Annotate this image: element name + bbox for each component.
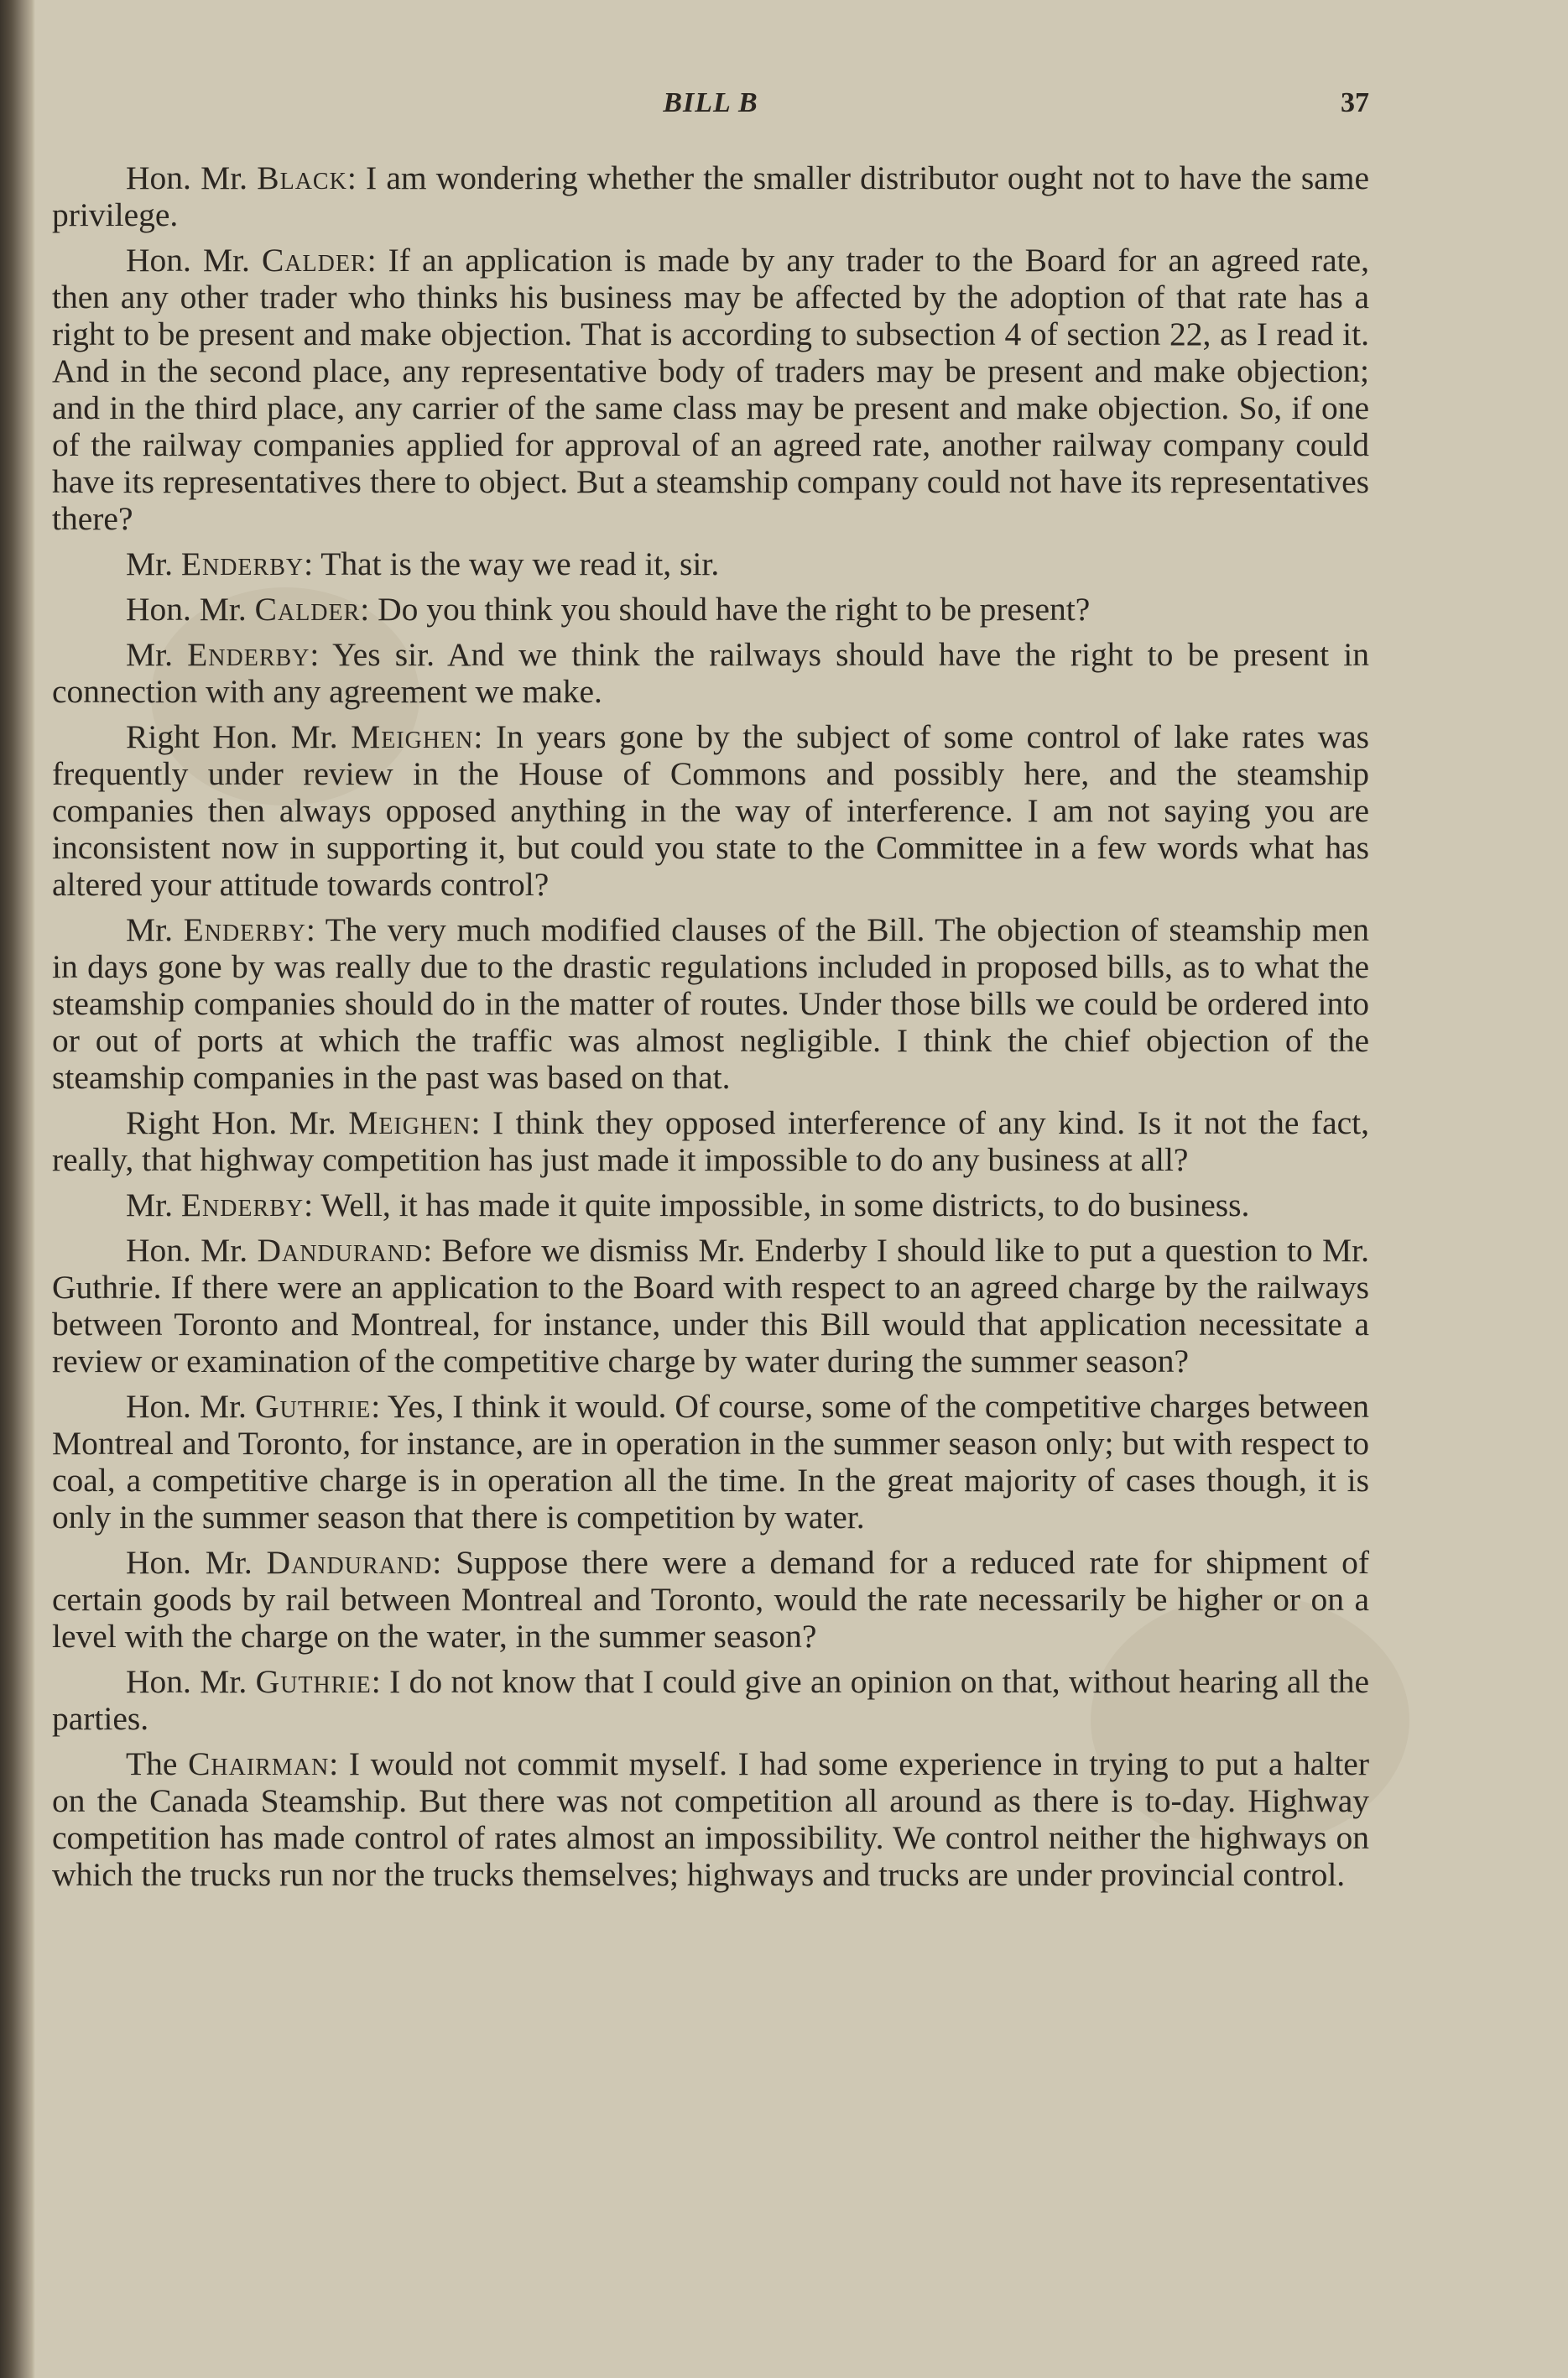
transcript-paragraph xyxy=(52,1388,1369,1536)
speech-text: : The very much modified clauses of the Bill. The objection of steamship men in days gone by was really due to the drastic regulations included in proposed bills, as to what the steamship companies should do in the matter of routes. Under those bills we could be ordered into or out of ports at which the traffic was almost negligible. I think the chief objection of the steamship companies in the past was based on that. xyxy=(52,911,1369,1096)
speech-text: : Do you think you should have the right to be present? xyxy=(360,591,1091,628)
speech-text: : In years gone by the subject of some control of lake rates was frequently under review in the House of Commons and possibly here, and the steamship companies then always opposed anything in the way of interference. I am not saying you are inconsistent now in supporting it, but could you state to the Committee in a few words what has altered your attitude towards control? xyxy=(52,718,1369,903)
speaker-title: Hon. Mr. xyxy=(126,591,255,628)
speaker-name: Dandurand xyxy=(266,1544,433,1581)
speaker-title: Mr. xyxy=(126,545,181,582)
speaker-title: Mr. xyxy=(126,911,184,948)
transcript-paragraph xyxy=(52,718,1369,903)
speech-text: : I think they opposed interference of any kind. Is it not the fact, really, that highway competition has just made it impossible to do any business at all? xyxy=(52,1104,1369,1178)
speech-text: : Well, it has made it quite impossible, in some districts, to do business. xyxy=(304,1186,1250,1223)
page-number: 37 xyxy=(1341,87,1369,118)
speaker-name: Enderby xyxy=(180,545,305,582)
transcript-paragraph xyxy=(52,1663,1369,1737)
speaker-name: Chairman xyxy=(188,1745,330,1782)
speaker-name: Enderby xyxy=(187,636,310,673)
transcript-paragraph xyxy=(52,1745,1369,1893)
transcript-paragraph xyxy=(52,1544,1369,1655)
speech-text: : If an application is made by any trader to the Board for an agreed rate, then any other trader who thinks his business may be affected by the adoption of that rate has a right to be present and make objection. That is according to subsection 4 of section 22, as I read it. And in the second place, any representative body of traders may be present and make objection; and in the third place, any carrier of the same class may be present and make objection. So, if one of the railway companies applied for approval of an agreed rate, another railway company could have its representatives there to object. But a steamship company could not have its representatives there? xyxy=(52,242,1369,537)
speaker-title: Hon. Mr. xyxy=(126,242,262,279)
speech-text: : Before we dismiss Mr. Enderby I should like to put a question to Mr. Guthrie. If there were an application to the Board with respect to an agreed charge by the railways between Toronto and Montreal, for instance, under this Bill would that application necessitate a review or examination of the competitive charge by water during the summer season? xyxy=(52,1232,1370,1379)
speaker-title: Mr. xyxy=(126,636,188,673)
speaker-name: Meighen xyxy=(348,1104,471,1141)
speech-text: : Suppose there were a demand for a reduced rate for shipment of certain goods by rail between Montreal and Toronto, would the rate necessarily be higher or on a level with the charge on the water, in the summer season? xyxy=(52,1544,1369,1655)
speaker-title: The xyxy=(126,1745,189,1782)
speech-text: : I am wondering whether the smaller distributor ought not to have the same privilege. xyxy=(52,159,1369,233)
running-header xyxy=(52,81,1369,131)
speaker-title: Hon. Mr. xyxy=(126,159,258,196)
speech-text: : Yes, I think it would. Of course, some of the competitive charges between Montreal and Toronto, for instance, are in operation in the summer season only; but with respect to coal, a competitive charge is in operation all the time. In the great majority of cases though, it is only in the summer season that there is competition by water. xyxy=(52,1388,1369,1536)
speaker-title: Hon. Mr. xyxy=(126,1388,256,1425)
speaker-title: Right Hon. Mr. xyxy=(126,1104,349,1141)
speech-text: : I would not commit myself. I had some experience in trying to put a halter on the Canada Steamship. But there was not competition all around as there is to-day. Highway competition has made control of rates almost an impossibility. We control neither the highways on which the trucks run nor the trucks themselves; highways and trucks are under provincial control. xyxy=(52,1745,1369,1893)
speaker-name: Calder xyxy=(261,242,367,279)
transcript-paragraph xyxy=(52,591,1369,628)
transcript-paragraph xyxy=(52,1232,1369,1379)
speaker-name: Guthrie xyxy=(255,1388,372,1425)
speech-text: : Yes sir. And we think the railways should have the right to be present in connection with any agreement we make. xyxy=(52,636,1369,710)
speaker-title: Hon. Mr. xyxy=(126,1544,267,1581)
document-page xyxy=(52,81,1369,2329)
speech-text: : I do not know that I could give an opinion on that, without hearing all the parties. xyxy=(52,1663,1369,1737)
speaker-name: Guthrie xyxy=(255,1663,372,1700)
speaker-title: Hon. Mr. xyxy=(126,1232,258,1269)
speaker-title: Hon. Mr. xyxy=(126,1663,256,1700)
transcript-paragraph xyxy=(52,1104,1369,1178)
speaker-name: Meighen xyxy=(351,718,474,755)
speaker-title: Mr. xyxy=(126,1186,181,1223)
transcript-body xyxy=(52,159,1369,1901)
speaker-name: Black xyxy=(257,159,347,196)
speech-text: : That is the way we read it, sir. xyxy=(304,545,720,582)
transcript-paragraph xyxy=(52,911,1369,1096)
transcript-paragraph xyxy=(52,1186,1369,1223)
speaker-name: Enderby xyxy=(180,1186,305,1223)
transcript-paragraph xyxy=(52,242,1369,537)
speaker-name: Calder xyxy=(254,591,361,628)
speaker-name: Dandurand xyxy=(257,1232,424,1269)
transcript-paragraph xyxy=(52,545,1369,582)
transcript-paragraph xyxy=(52,159,1369,233)
speaker-title: Right Hon. Mr. xyxy=(126,718,352,755)
running-title: BILL B xyxy=(663,87,758,118)
transcript-paragraph xyxy=(52,636,1369,710)
speaker-name: Enderby xyxy=(183,911,306,948)
book-binding-edge xyxy=(0,0,35,2378)
